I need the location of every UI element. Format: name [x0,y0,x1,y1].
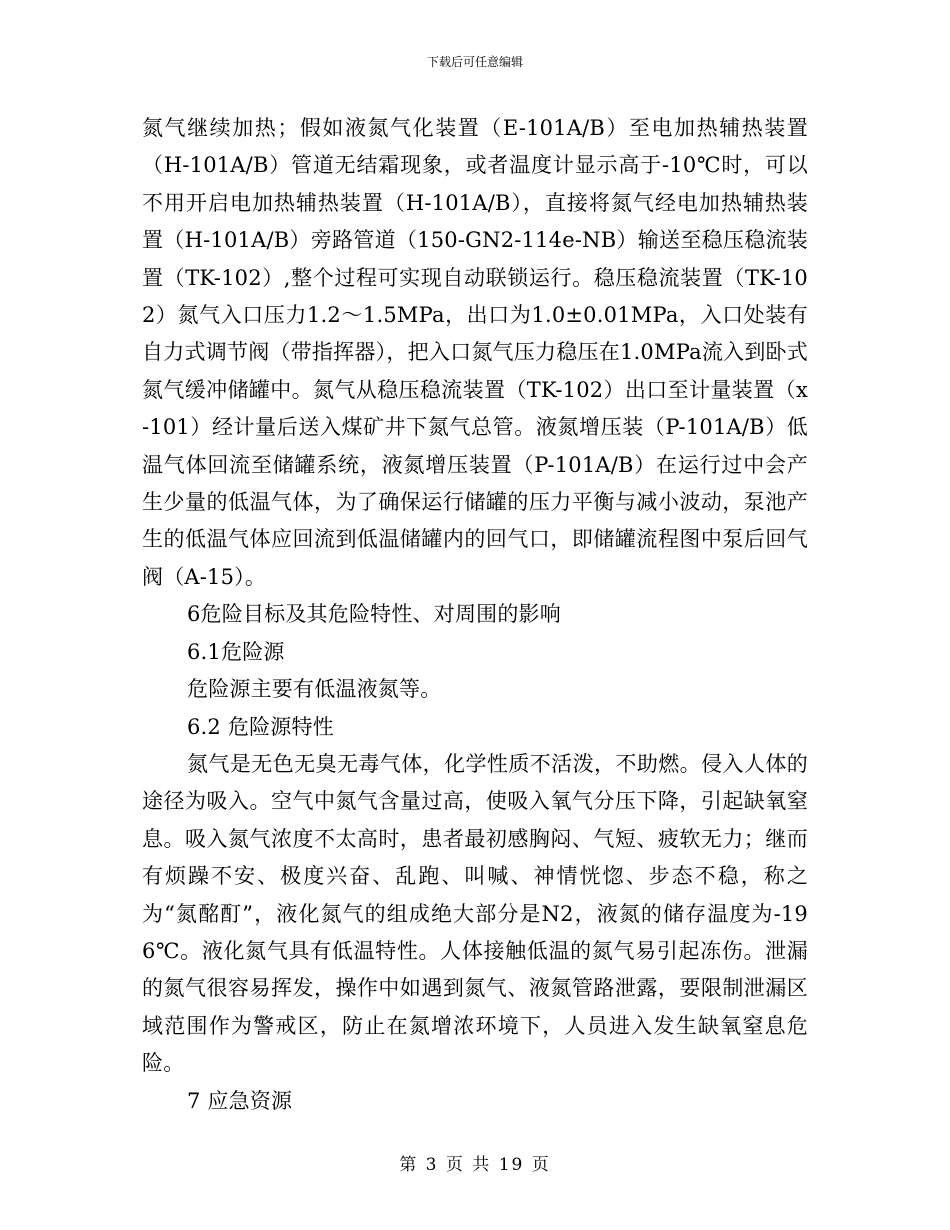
paragraph-hazard-source: 危险源主要有低温液氮等。 [187,677,442,702]
paragraph-nitrogen-process: 氮气继续加热；假如液氮气化装置（E-101A/B）至电加热辅热装置（H-101A/B）管道无结霜现象，或者温度计显示高于-10℃时，可以不用开启电加热辅热装置（H-101A/B），直接将氮气经电加热辅热装置（H-101A/B）旁路管道（150-GN2-114e-NB）输送至稳压稳流装置（TK-102）,整个过程可实现自动联锁运行。稳压稳流装置（TK-102）氮气入口压力1.2～1.5MPa，出口为1.0±0.01MPa，入口处装有自力式调节阀（带指挥器），把入口氮气压力稳压在1.0MPa流入到卧式氮气缓冲储罐中。氮气从稳压稳流装置（TK-102）出口至计量装置（x-101）经计量后送入煤矿井下氮气总管。液氮增压装（P-101A/B）低温气体回流至储罐系统，液氮增压装置（P-101A/B）在运行过中会产生少量的低温气体，为了确保运行储罐的压力平衡与减小波动，泵池产生的低温气体应回流到低温储罐内的回气口，即储罐流程图中泵后回气阀（A-15）。 [142,116,808,589]
paragraph-hazard-characteristics: 氮气是无色无臭无毒气体，化学性质不活泼，不助燃。侵入人体的途径为吸入。空气中氮气含量过高，使吸入氧气分压下降，引起缺氧窒息。吸入氮气浓度不太高时，患者最初感胸闷、气短、疲软无力；继而有烦躁不安、极度兴奋、乱跑、叫喊、神情恍惚、步态不稳，称之为“氮酩酊”，液化氮气的组成绝大部分是N2，液氮的储存温度为-196℃。液化氮气具有低温特性。人体接触低温的氮气易引起冻伤。泄漏的氮气很容易挥发，操作中如遇到氮气、液氮管路泄露，要限制泄漏区域范围作为警戒区，防止在氮增浓环境下，人员进入发生缺氧窒息危险。 [142,751,808,1076]
subsection-heading-6-1: 6.1危险源 [187,639,285,664]
page-footer: 第 3 页 共 19 页 [399,1155,551,1175]
subsection-heading-6-2: 6.2 危险源特性 [187,714,334,739]
document-body [142,110,808,1120]
section-heading-7: 7 应急资源 [187,1088,293,1113]
page-header: 下载后可任意编辑 [426,55,523,69]
section-heading-6: 6危险目标及其危险特性、对周围的影响 [187,602,561,627]
